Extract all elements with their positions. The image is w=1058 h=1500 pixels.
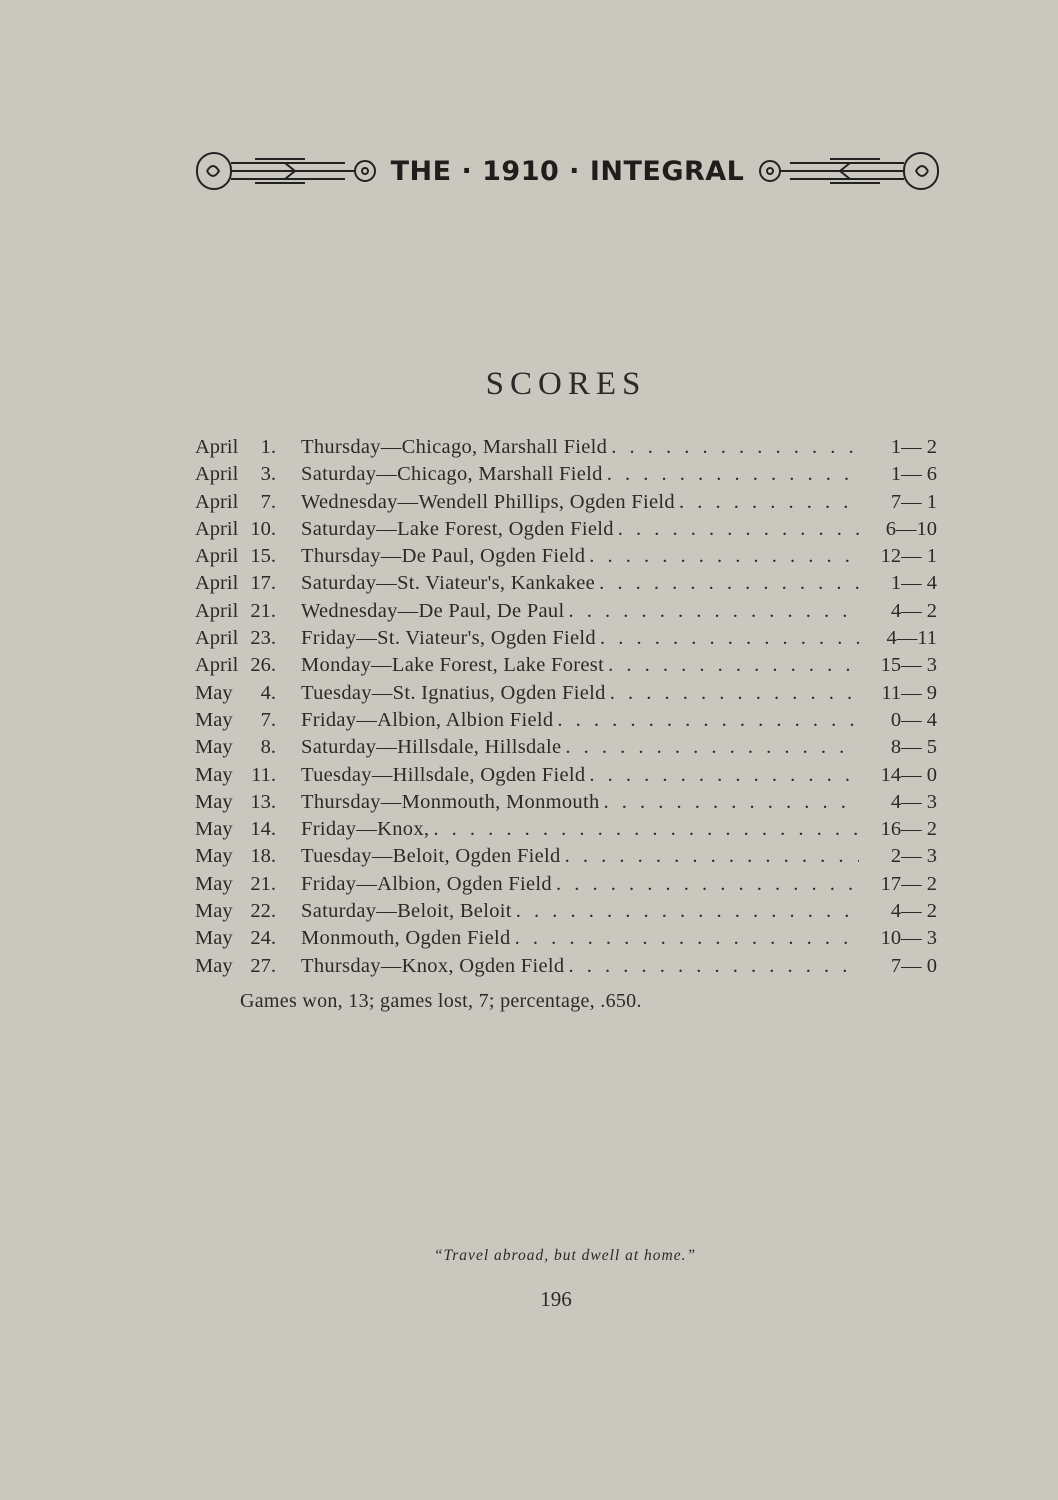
game-score: 2— 3 <box>890 845 937 868</box>
game-score: 4— 3 <box>890 790 937 813</box>
game-month: May <box>195 818 233 841</box>
ornament-left-icon <box>195 149 380 193</box>
dot-leader <box>556 873 859 896</box>
game-description: Saturday—Lake Forest, Ogden Field <box>301 517 614 540</box>
game-month: April <box>195 572 239 595</box>
score-row <box>195 709 937 736</box>
game-description: Thursday—Chicago, Marshall Field <box>301 436 608 458</box>
game-score: 7— 0 <box>890 954 937 977</box>
page-title: SCORES <box>485 366 647 402</box>
score-row <box>195 654 937 681</box>
game-score: 6—10 <box>885 517 937 540</box>
dot-leader <box>599 572 859 595</box>
score-row <box>195 463 937 490</box>
quote: “Travel abroad, but dwell at home.” <box>433 1247 697 1264</box>
game-score: 0— 4 <box>890 708 937 731</box>
game-score: 16— 2 <box>880 818 937 841</box>
game-day: 1. <box>260 436 276 458</box>
dot-leader <box>565 736 859 759</box>
game-day: 7. <box>260 490 276 513</box>
game-score: 11— 9 <box>881 681 937 704</box>
game-day: 13. <box>250 790 276 813</box>
score-row <box>195 627 937 654</box>
game-day: 27. <box>250 954 276 977</box>
score-row <box>195 955 937 982</box>
game-day: 22. <box>250 900 276 923</box>
game-description: Monday—Lake Forest, Lake Forest <box>301 654 605 677</box>
game-day: 10. <box>250 517 276 540</box>
score-row <box>195 873 937 900</box>
game-score: 1— 6 <box>890 463 937 486</box>
game-description: Friday—Knox, <box>301 818 430 841</box>
score-row <box>195 845 937 872</box>
game-description: Saturday—Chicago, Marshall Field <box>301 463 603 486</box>
running-header <box>195 146 940 196</box>
game-description: Friday—St. Viateur's, Ogden Field <box>301 627 596 650</box>
game-day: 8. <box>260 736 276 759</box>
game-month: April <box>195 517 239 540</box>
dot-leader <box>568 600 859 623</box>
dot-leader <box>589 764 859 787</box>
game-day: 3. <box>260 463 276 486</box>
game-score: 15— 3 <box>880 654 937 677</box>
game-description: Friday—Albion, Albion Field <box>301 708 554 731</box>
score-row <box>195 682 937 709</box>
dot-leader <box>515 927 859 950</box>
dot-leader <box>433 818 859 841</box>
game-day: 23. <box>250 627 276 650</box>
score-row <box>195 518 937 545</box>
game-score: 4— 2 <box>890 900 937 923</box>
game-score: 1— 4 <box>890 572 937 595</box>
dot-leader <box>565 845 859 868</box>
game-day: 24. <box>250 927 276 950</box>
game-month: May <box>195 845 233 868</box>
game-description: Monmouth, Ogden Field <box>301 927 511 950</box>
scores-list <box>195 436 937 982</box>
game-score: 14— 0 <box>880 763 937 786</box>
game-description: Saturday—St. Viateur's, Kankakee <box>301 572 596 595</box>
game-month: May <box>195 763 233 786</box>
score-row <box>195 791 937 818</box>
dot-leader <box>607 463 859 486</box>
score-row <box>195 818 937 845</box>
game-month: April <box>195 490 239 513</box>
game-month: May <box>195 708 233 731</box>
game-description: Saturday—Beloit, Beloit <box>301 900 512 923</box>
season-summary: Games won, 13; games lost, 7; percentage, .650. <box>240 990 642 1012</box>
dot-leader <box>618 518 859 541</box>
dot-leader <box>608 654 859 677</box>
game-description: Tuesday—St. Ignatius, Ogden Field <box>301 681 606 704</box>
page-number: 196 <box>540 1287 572 1311</box>
score-row <box>195 736 937 763</box>
game-day: 11. <box>251 763 276 786</box>
score-row <box>195 600 937 627</box>
score-row <box>195 545 937 572</box>
score-row <box>195 900 937 927</box>
dot-leader <box>604 791 859 814</box>
game-month: May <box>195 736 233 759</box>
game-score: 4—11 <box>886 627 937 650</box>
ornament-right-icon <box>755 149 940 193</box>
game-month: April <box>195 599 239 622</box>
dot-leader <box>610 682 859 705</box>
game-day: 18. <box>250 845 276 868</box>
game-description: Thursday—Knox, Ogden Field <box>301 954 565 977</box>
dot-leader <box>611 436 859 459</box>
game-month: May <box>195 927 233 950</box>
game-day: 14. <box>250 818 276 841</box>
game-score: 7— 1 <box>890 490 937 513</box>
game-day: 17. <box>250 572 276 595</box>
game-score: 12— 1 <box>880 545 937 568</box>
game-score: 17— 2 <box>880 872 937 895</box>
game-day: 21. <box>250 872 276 895</box>
dot-leader <box>557 709 859 732</box>
game-month: May <box>195 790 233 813</box>
game-description: Saturday—Hillsdale, Hillsdale <box>301 736 562 759</box>
game-description: Tuesday—Beloit, Ogden Field <box>301 845 561 868</box>
game-month: May <box>195 872 233 895</box>
score-row <box>195 491 937 518</box>
game-day: 21. <box>250 599 276 622</box>
game-month: May <box>195 681 233 704</box>
game-day: 26. <box>250 654 276 677</box>
game-month: April <box>195 654 239 677</box>
game-month: April <box>195 627 239 650</box>
header-title: THE · 1910 · INTEGRAL <box>390 155 745 187</box>
dot-leader <box>568 955 859 978</box>
game-description: Wednesday—De Paul, De Paul <box>301 599 565 622</box>
dot-leader <box>516 900 859 923</box>
game-month: April <box>195 436 239 458</box>
score-row <box>195 436 937 463</box>
game-day: 7. <box>260 708 276 731</box>
game-month: May <box>195 954 233 977</box>
game-score: 1— 2 <box>890 436 937 458</box>
game-month: April <box>195 463 239 486</box>
game-score: 10— 3 <box>880 927 937 950</box>
game-description: Thursday—De Paul, Ogden Field <box>301 545 586 568</box>
game-description: Wednesday—Wendell Phillips, Ogden Field <box>301 490 675 513</box>
dot-leader <box>589 545 859 568</box>
score-row <box>195 764 937 791</box>
score-row <box>195 572 937 599</box>
game-day: 4. <box>260 681 276 704</box>
game-description: Tuesday—Hillsdale, Ogden Field <box>301 763 586 786</box>
game-month: April <box>195 545 239 568</box>
dot-leader <box>679 491 859 514</box>
game-description: Friday—Albion, Ogden Field <box>301 872 552 895</box>
score-row <box>195 927 937 954</box>
game-score: 4— 2 <box>890 599 937 622</box>
game-score: 8— 5 <box>890 736 937 759</box>
game-description: Thursday—Monmouth, Monmouth <box>301 790 600 813</box>
dot-leader <box>600 627 859 650</box>
game-day: 15. <box>250 545 276 568</box>
game-month: May <box>195 900 233 923</box>
